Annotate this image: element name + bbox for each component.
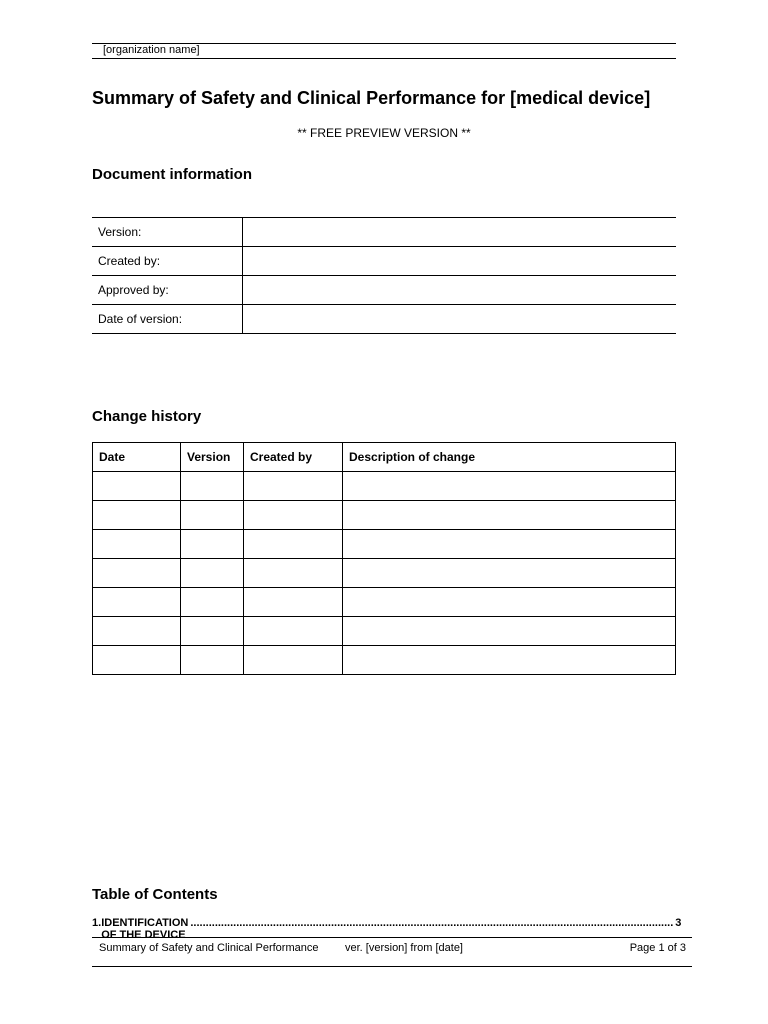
footer-top-rule	[92, 937, 692, 938]
info-label: Created by:	[92, 247, 243, 276]
table-cell	[93, 617, 181, 646]
table-row	[92, 276, 676, 305]
column-header: Version	[181, 443, 244, 472]
table-cell	[244, 472, 343, 501]
toc-entry-page: 3	[675, 917, 682, 929]
toc-heading: Table of Contents	[92, 886, 218, 903]
toc-entry-number: 1.	[92, 917, 102, 929]
table-cell	[244, 588, 343, 617]
table-cell	[244, 559, 343, 588]
table-cell	[181, 646, 244, 675]
table-cell	[343, 588, 676, 617]
toc-entry-title: IDENTIFICATION OF THE DEVICE	[101, 917, 189, 941]
table-cell	[93, 646, 181, 675]
table-cell	[93, 588, 181, 617]
table-cell	[93, 559, 181, 588]
column-header: Created by	[244, 443, 343, 472]
table-cell	[181, 559, 244, 588]
table-cell	[181, 530, 244, 559]
column-header: Date	[93, 443, 181, 472]
footer-document-name: Summary of Safety and Clinical Performance	[99, 942, 319, 954]
table-row	[93, 559, 676, 588]
table-cell	[343, 501, 676, 530]
toc-dot-leader: ..............................................................................................................................................................	[190, 917, 674, 929]
table-row	[93, 617, 676, 646]
header-bottom-rule	[92, 58, 676, 59]
info-value	[243, 247, 677, 276]
table-row	[93, 501, 676, 530]
footer-bottom-rule	[92, 966, 692, 967]
table-row	[93, 472, 676, 501]
table-cell	[93, 501, 181, 530]
table-row	[92, 247, 676, 276]
table-cell	[244, 530, 343, 559]
table-row	[93, 530, 676, 559]
table-row	[92, 218, 676, 247]
info-label: Approved by:	[92, 276, 243, 305]
table-row	[93, 646, 676, 675]
table-cell	[343, 617, 676, 646]
footer-version: ver. [version] from [date]	[345, 942, 463, 954]
table-cell	[93, 472, 181, 501]
table-cell	[343, 559, 676, 588]
table-cell	[244, 646, 343, 675]
preview-note: ** FREE PREVIEW VERSION **	[297, 126, 471, 140]
info-value	[243, 305, 677, 334]
table-cell	[343, 530, 676, 559]
table-cell	[244, 501, 343, 530]
table-cell	[343, 472, 676, 501]
table-header-row	[93, 443, 676, 472]
table-cell	[343, 646, 676, 675]
column-header: Description of change	[343, 443, 676, 472]
organization-name: [organization name]	[103, 44, 200, 56]
change-history-heading: Change history	[92, 408, 202, 425]
table-cell	[181, 588, 244, 617]
table-cell	[93, 530, 181, 559]
change-history-table	[92, 442, 676, 675]
table-cell	[181, 617, 244, 646]
info-value	[243, 276, 677, 305]
document-information-table	[92, 217, 676, 334]
info-value	[243, 218, 677, 247]
info-label: Date of version:	[92, 305, 243, 334]
table-row	[93, 588, 676, 617]
document-title: Summary of Safety and Clinical Performance for [medical device]	[92, 88, 651, 108]
footer-page-number: Page 1 of 3	[629, 942, 686, 954]
document-information-heading: Document information	[92, 166, 252, 183]
info-label: Version:	[92, 218, 243, 247]
table-cell	[244, 617, 343, 646]
table-row	[92, 305, 676, 334]
table-cell	[181, 472, 244, 501]
table-cell	[181, 501, 244, 530]
